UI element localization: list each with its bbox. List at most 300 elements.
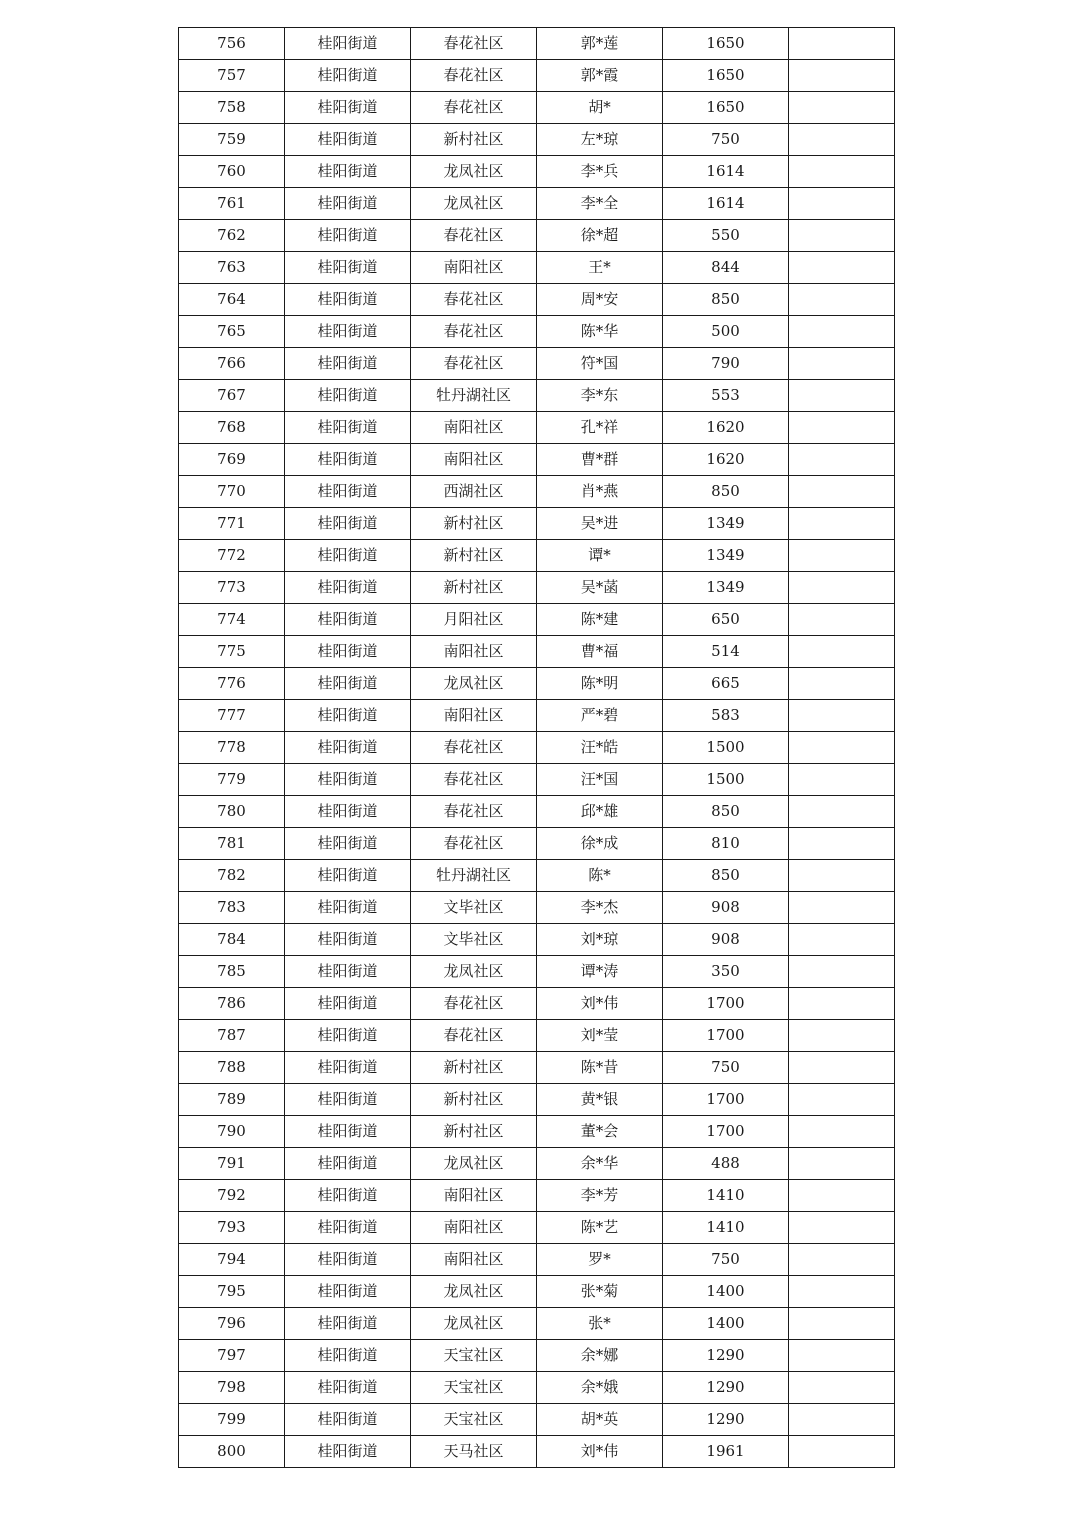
name-cell: 徐*超 (537, 220, 663, 252)
serial-number-cell: 774 (179, 604, 285, 636)
table-row (179, 188, 895, 220)
name-cell: 肖*燕 (537, 476, 663, 508)
note-cell (789, 444, 895, 476)
community-cell: 新村社区 (411, 540, 537, 572)
table-row (179, 1340, 895, 1372)
name-cell: 曹*群 (537, 444, 663, 476)
amount-cell: 514 (663, 636, 789, 668)
note-cell (789, 284, 895, 316)
street-cell: 桂阳街道 (285, 316, 411, 348)
community-cell: 天宝社区 (411, 1340, 537, 1372)
street-cell: 桂阳街道 (285, 412, 411, 444)
community-cell: 春花社区 (411, 828, 537, 860)
amount-cell: 790 (663, 348, 789, 380)
community-cell: 南阳社区 (411, 412, 537, 444)
name-cell: 陈*艺 (537, 1212, 663, 1244)
community-cell: 南阳社区 (411, 636, 537, 668)
serial-number-cell: 770 (179, 476, 285, 508)
amount-cell: 1500 (663, 764, 789, 796)
table-row (179, 1212, 895, 1244)
street-cell: 桂阳街道 (285, 92, 411, 124)
street-cell: 桂阳街道 (285, 1308, 411, 1340)
table-row (179, 1052, 895, 1084)
name-cell: 曹*福 (537, 636, 663, 668)
table-row (179, 892, 895, 924)
street-cell: 桂阳街道 (285, 700, 411, 732)
note-cell (789, 60, 895, 92)
table-row (179, 444, 895, 476)
name-cell: 左*琼 (537, 124, 663, 156)
community-cell: 南阳社区 (411, 1212, 537, 1244)
community-cell: 龙凤社区 (411, 956, 537, 988)
name-cell: 刘*琼 (537, 924, 663, 956)
table-row (179, 988, 895, 1020)
community-cell: 春花社区 (411, 220, 537, 252)
table-row (179, 1404, 895, 1436)
name-cell: 陈*建 (537, 604, 663, 636)
serial-number-cell: 782 (179, 860, 285, 892)
name-cell: 黄*银 (537, 1084, 663, 1116)
note-cell (789, 1276, 895, 1308)
community-cell: 新村社区 (411, 124, 537, 156)
amount-cell: 810 (663, 828, 789, 860)
name-cell: 陈*华 (537, 316, 663, 348)
amount-cell: 1349 (663, 508, 789, 540)
street-cell: 桂阳街道 (285, 828, 411, 860)
street-cell: 桂阳街道 (285, 764, 411, 796)
street-cell: 桂阳街道 (285, 1180, 411, 1212)
name-cell: 孔*祥 (537, 412, 663, 444)
amount-cell: 1700 (663, 1116, 789, 1148)
amount-cell: 1500 (663, 732, 789, 764)
street-cell: 桂阳街道 (285, 732, 411, 764)
street-cell: 桂阳街道 (285, 1244, 411, 1276)
street-cell: 桂阳街道 (285, 252, 411, 284)
table-row (179, 508, 895, 540)
name-cell: 郭*莲 (537, 28, 663, 60)
note-cell (789, 1116, 895, 1148)
amount-cell: 908 (663, 924, 789, 956)
amount-cell: 750 (663, 124, 789, 156)
community-cell: 天宝社区 (411, 1404, 537, 1436)
table-row (179, 60, 895, 92)
street-cell: 桂阳街道 (285, 1116, 411, 1148)
serial-number-cell: 762 (179, 220, 285, 252)
note-cell (789, 380, 895, 412)
note-cell (789, 540, 895, 572)
community-cell: 春花社区 (411, 28, 537, 60)
table-row (179, 1276, 895, 1308)
community-cell: 新村社区 (411, 1052, 537, 1084)
street-cell: 桂阳街道 (285, 1404, 411, 1436)
table-row (179, 284, 895, 316)
note-cell (789, 28, 895, 60)
community-cell: 龙凤社区 (411, 1308, 537, 1340)
name-cell: 吴*菡 (537, 572, 663, 604)
name-cell: 吴*进 (537, 508, 663, 540)
amount-cell: 1290 (663, 1372, 789, 1404)
name-cell: 董*会 (537, 1116, 663, 1148)
name-cell: 周*安 (537, 284, 663, 316)
table-row (179, 1084, 895, 1116)
table-row (179, 1116, 895, 1148)
street-cell: 桂阳街道 (285, 1340, 411, 1372)
serial-number-cell: 760 (179, 156, 285, 188)
table-row (179, 1436, 895, 1468)
serial-number-cell: 768 (179, 412, 285, 444)
serial-number-cell: 785 (179, 956, 285, 988)
serial-number-cell: 792 (179, 1180, 285, 1212)
table-row (179, 28, 895, 60)
name-cell: 汪*国 (537, 764, 663, 796)
community-cell: 龙凤社区 (411, 668, 537, 700)
community-cell: 春花社区 (411, 348, 537, 380)
street-cell: 桂阳街道 (285, 1372, 411, 1404)
street-cell: 桂阳街道 (285, 1436, 411, 1468)
community-cell: 龙凤社区 (411, 188, 537, 220)
name-cell: 符*国 (537, 348, 663, 380)
name-cell: 汪*皓 (537, 732, 663, 764)
serial-number-cell: 793 (179, 1212, 285, 1244)
community-cell: 龙凤社区 (411, 156, 537, 188)
street-cell: 桂阳街道 (285, 1052, 411, 1084)
community-cell: 龙凤社区 (411, 1276, 537, 1308)
table-row (179, 124, 895, 156)
note-cell (789, 700, 895, 732)
name-cell: 刘*莹 (537, 1020, 663, 1052)
serial-number-cell: 772 (179, 540, 285, 572)
name-cell: 陈*昔 (537, 1052, 663, 1084)
note-cell (789, 476, 895, 508)
amount-cell: 1290 (663, 1404, 789, 1436)
table-row (179, 220, 895, 252)
note-cell (789, 124, 895, 156)
community-cell: 新村社区 (411, 1116, 537, 1148)
community-cell: 文毕社区 (411, 892, 537, 924)
community-cell: 新村社区 (411, 1084, 537, 1116)
name-cell: 严*碧 (537, 700, 663, 732)
amount-cell: 850 (663, 476, 789, 508)
community-cell: 春花社区 (411, 764, 537, 796)
note-cell (789, 1212, 895, 1244)
note-cell (789, 924, 895, 956)
street-cell: 桂阳街道 (285, 1084, 411, 1116)
table-row (179, 348, 895, 380)
amount-cell: 500 (663, 316, 789, 348)
street-cell: 桂阳街道 (285, 156, 411, 188)
serial-number-cell: 799 (179, 1404, 285, 1436)
community-cell: 春花社区 (411, 988, 537, 1020)
name-cell: 郭*霞 (537, 60, 663, 92)
table-row (179, 860, 895, 892)
community-cell: 月阳社区 (411, 604, 537, 636)
name-cell: 胡*英 (537, 1404, 663, 1436)
amount-cell: 1290 (663, 1340, 789, 1372)
note-cell (789, 1148, 895, 1180)
street-cell: 桂阳街道 (285, 1212, 411, 1244)
serial-number-cell: 773 (179, 572, 285, 604)
serial-number-cell: 781 (179, 828, 285, 860)
street-cell: 桂阳街道 (285, 956, 411, 988)
table-row (179, 316, 895, 348)
name-cell: 张*菊 (537, 1276, 663, 1308)
serial-number-cell: 766 (179, 348, 285, 380)
amount-cell: 1650 (663, 92, 789, 124)
note-cell (789, 1404, 895, 1436)
note-cell (789, 156, 895, 188)
table-row (179, 828, 895, 860)
community-cell: 春花社区 (411, 732, 537, 764)
serial-number-cell: 784 (179, 924, 285, 956)
serial-number-cell: 759 (179, 124, 285, 156)
amount-cell: 750 (663, 1244, 789, 1276)
amount-cell: 350 (663, 956, 789, 988)
amount-cell: 1620 (663, 412, 789, 444)
name-cell: 刘*伟 (537, 988, 663, 1020)
amount-cell: 850 (663, 860, 789, 892)
name-cell: 谭* (537, 540, 663, 572)
street-cell: 桂阳街道 (285, 604, 411, 636)
street-cell: 桂阳街道 (285, 444, 411, 476)
street-cell: 桂阳街道 (285, 1020, 411, 1052)
serial-number-cell: 786 (179, 988, 285, 1020)
street-cell: 桂阳街道 (285, 476, 411, 508)
street-cell: 桂阳街道 (285, 508, 411, 540)
name-cell: 王* (537, 252, 663, 284)
name-cell: 李*芳 (537, 1180, 663, 1212)
note-cell (789, 1020, 895, 1052)
name-cell: 张* (537, 1308, 663, 1340)
name-cell: 谭*涛 (537, 956, 663, 988)
serial-number-cell: 779 (179, 764, 285, 796)
serial-number-cell: 758 (179, 92, 285, 124)
note-cell (789, 636, 895, 668)
street-cell: 桂阳街道 (285, 860, 411, 892)
name-cell: 罗* (537, 1244, 663, 1276)
table-row (179, 1020, 895, 1052)
amount-cell: 1700 (663, 1084, 789, 1116)
street-cell: 桂阳街道 (285, 28, 411, 60)
amount-cell: 908 (663, 892, 789, 924)
table-row (179, 732, 895, 764)
serial-number-cell: 764 (179, 284, 285, 316)
table-row (179, 924, 895, 956)
street-cell: 桂阳街道 (285, 988, 411, 1020)
note-cell (789, 508, 895, 540)
community-cell: 南阳社区 (411, 1244, 537, 1276)
amount-cell: 1614 (663, 156, 789, 188)
name-cell: 余*娥 (537, 1372, 663, 1404)
community-cell: 春花社区 (411, 1020, 537, 1052)
note-cell (789, 92, 895, 124)
name-cell: 胡* (537, 92, 663, 124)
community-cell: 西湖社区 (411, 476, 537, 508)
amount-cell: 1349 (663, 540, 789, 572)
note-cell (789, 188, 895, 220)
table-row (179, 412, 895, 444)
serial-number-cell: 791 (179, 1148, 285, 1180)
street-cell: 桂阳街道 (285, 284, 411, 316)
serial-number-cell: 795 (179, 1276, 285, 1308)
serial-number-cell: 771 (179, 508, 285, 540)
street-cell: 桂阳街道 (285, 1148, 411, 1180)
street-cell: 桂阳街道 (285, 124, 411, 156)
note-cell (789, 348, 895, 380)
note-cell (789, 1340, 895, 1372)
street-cell: 桂阳街道 (285, 572, 411, 604)
amount-cell: 850 (663, 796, 789, 828)
amount-cell: 850 (663, 284, 789, 316)
community-cell: 南阳社区 (411, 252, 537, 284)
community-cell: 新村社区 (411, 572, 537, 604)
street-cell: 桂阳街道 (285, 60, 411, 92)
table-row (179, 668, 895, 700)
note-cell (789, 1180, 895, 1212)
community-cell: 南阳社区 (411, 1180, 537, 1212)
amount-cell: 1650 (663, 28, 789, 60)
community-cell: 南阳社区 (411, 700, 537, 732)
serial-number-cell: 763 (179, 252, 285, 284)
serial-number-cell: 796 (179, 1308, 285, 1340)
serial-number-cell: 757 (179, 60, 285, 92)
community-cell: 春花社区 (411, 284, 537, 316)
serial-number-cell: 775 (179, 636, 285, 668)
name-cell: 陈*明 (537, 668, 663, 700)
street-cell: 桂阳街道 (285, 668, 411, 700)
serial-number-cell: 780 (179, 796, 285, 828)
street-cell: 桂阳街道 (285, 380, 411, 412)
serial-number-cell: 783 (179, 892, 285, 924)
amount-cell: 1349 (663, 572, 789, 604)
note-cell (789, 604, 895, 636)
serial-number-cell: 777 (179, 700, 285, 732)
note-cell (789, 1372, 895, 1404)
table-row (179, 92, 895, 124)
serial-number-cell: 789 (179, 1084, 285, 1116)
community-cell: 春花社区 (411, 796, 537, 828)
community-cell: 春花社区 (411, 92, 537, 124)
name-cell: 刘*伟 (537, 1436, 663, 1468)
note-cell (789, 412, 895, 444)
name-cell: 邱*雄 (537, 796, 663, 828)
street-cell: 桂阳街道 (285, 1276, 411, 1308)
community-cell: 文毕社区 (411, 924, 537, 956)
serial-number-cell: 769 (179, 444, 285, 476)
table-row (179, 476, 895, 508)
table-row (179, 252, 895, 284)
note-cell (789, 252, 895, 284)
amount-cell: 650 (663, 604, 789, 636)
note-cell (789, 764, 895, 796)
note-cell (789, 1084, 895, 1116)
note-cell (789, 1308, 895, 1340)
street-cell: 桂阳街道 (285, 924, 411, 956)
street-cell: 桂阳街道 (285, 636, 411, 668)
amount-cell: 1961 (663, 1436, 789, 1468)
table-body (179, 28, 895, 1468)
table-row (179, 156, 895, 188)
community-cell: 龙凤社区 (411, 1148, 537, 1180)
serial-number-cell: 756 (179, 28, 285, 60)
street-cell: 桂阳街道 (285, 220, 411, 252)
note-cell (789, 1052, 895, 1084)
note-cell (789, 732, 895, 764)
name-cell: 徐*成 (537, 828, 663, 860)
street-cell: 桂阳街道 (285, 892, 411, 924)
amount-cell: 553 (663, 380, 789, 412)
community-cell: 天马社区 (411, 1436, 537, 1468)
community-cell: 新村社区 (411, 508, 537, 540)
serial-number-cell: 787 (179, 1020, 285, 1052)
note-cell (789, 988, 895, 1020)
table-row (179, 1244, 895, 1276)
serial-number-cell: 776 (179, 668, 285, 700)
note-cell (789, 1244, 895, 1276)
name-cell: 陈* (537, 860, 663, 892)
note-cell (789, 1436, 895, 1468)
note-cell (789, 892, 895, 924)
amount-cell: 1700 (663, 988, 789, 1020)
note-cell (789, 956, 895, 988)
note-cell (789, 220, 895, 252)
table-row (179, 380, 895, 412)
serial-number-cell: 797 (179, 1340, 285, 1372)
amount-cell: 844 (663, 252, 789, 284)
community-cell: 牡丹湖社区 (411, 860, 537, 892)
amount-cell: 488 (663, 1148, 789, 1180)
amount-cell: 1410 (663, 1212, 789, 1244)
amount-cell: 750 (663, 1052, 789, 1084)
table-row (179, 540, 895, 572)
serial-number-cell: 794 (179, 1244, 285, 1276)
serial-number-cell: 798 (179, 1372, 285, 1404)
note-cell (789, 860, 895, 892)
amount-cell: 665 (663, 668, 789, 700)
name-cell: 李*杰 (537, 892, 663, 924)
table-row (179, 700, 895, 732)
street-cell: 桂阳街道 (285, 540, 411, 572)
serial-number-cell: 790 (179, 1116, 285, 1148)
table-row (179, 956, 895, 988)
amount-cell: 1400 (663, 1308, 789, 1340)
serial-number-cell: 788 (179, 1052, 285, 1084)
amount-cell: 1700 (663, 1020, 789, 1052)
serial-number-cell: 778 (179, 732, 285, 764)
note-cell (789, 668, 895, 700)
street-cell: 桂阳街道 (285, 188, 411, 220)
name-cell: 余*华 (537, 1148, 663, 1180)
community-cell: 春花社区 (411, 316, 537, 348)
amount-cell: 550 (663, 220, 789, 252)
note-cell (789, 572, 895, 604)
amount-cell: 1650 (663, 60, 789, 92)
serial-number-cell: 767 (179, 380, 285, 412)
note-cell (789, 828, 895, 860)
table-row (179, 1372, 895, 1404)
note-cell (789, 316, 895, 348)
name-cell: 余*娜 (537, 1340, 663, 1372)
table-row (179, 572, 895, 604)
community-cell: 春花社区 (411, 60, 537, 92)
serial-number-cell: 765 (179, 316, 285, 348)
street-cell: 桂阳街道 (285, 796, 411, 828)
serial-number-cell: 800 (179, 1436, 285, 1468)
street-cell: 桂阳街道 (285, 348, 411, 380)
table-row (179, 636, 895, 668)
table-row (179, 1148, 895, 1180)
table-row (179, 1180, 895, 1212)
name-cell: 李*全 (537, 188, 663, 220)
